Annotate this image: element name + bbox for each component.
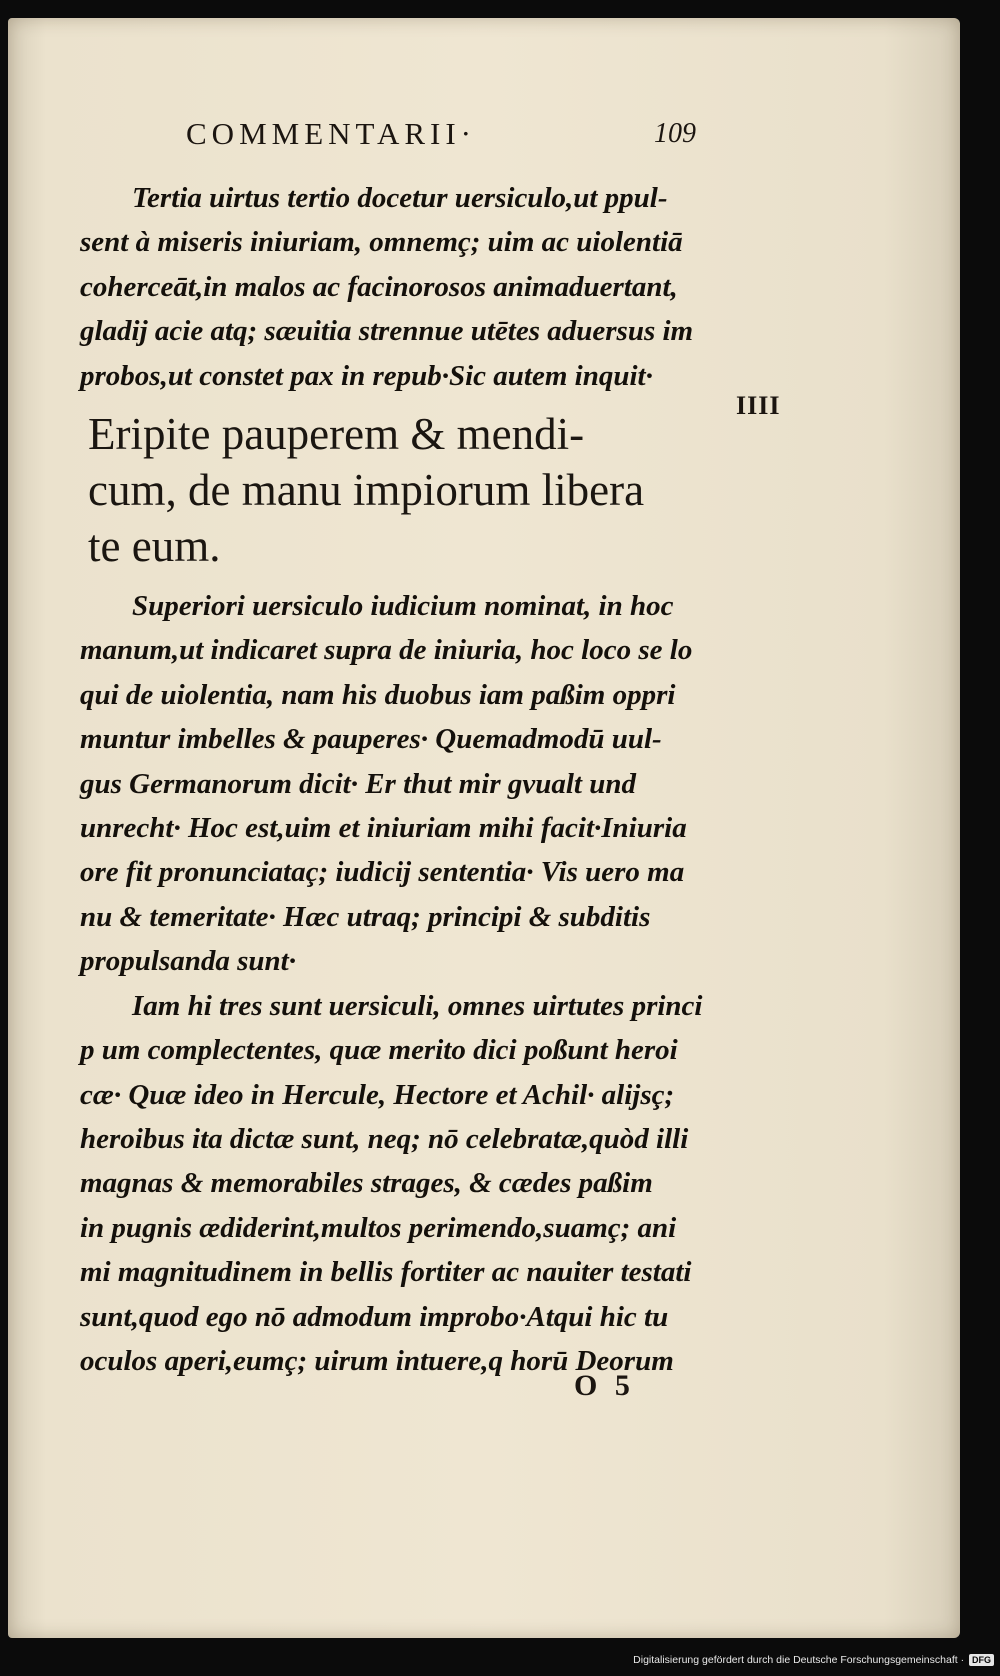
text-line: gus Germanorum dicit· Er thut mir gvualt und xyxy=(80,767,636,800)
text-line: cæ· Quæ ideo in Hercule, Hectore et Achil· alijsç; xyxy=(80,1078,675,1111)
text-line: mi magnitudinem in bellis fortiter ac nauiter testati xyxy=(80,1256,692,1289)
margin-number: IIII xyxy=(736,391,781,420)
page-header xyxy=(186,116,696,160)
text-line: Iam hi tres sunt uersiculi, omnes uirtutes princi xyxy=(132,989,703,1022)
text-line: sunt,quod ego nō admodum improbo·Atqui hic tu xyxy=(80,1300,669,1333)
folio-number: 109 xyxy=(654,118,696,149)
text-line: magnas & memorabiles strages, & cædes paßim xyxy=(80,1167,653,1200)
text-line: propulsanda sunt· xyxy=(80,945,296,978)
text-line: p um complectentes, quæ merito dici poßunt heroi xyxy=(80,1034,678,1067)
text-line: gladij acie atq; sæuitia strennue utētes aduersus im xyxy=(80,315,694,348)
text-line: manum,ut indicaret supra de iniuria, hoc loco se lo xyxy=(80,634,693,667)
verse-line: Eripite pauperem & mendi- xyxy=(88,409,585,460)
text-line: oculos aperi,eumç; uirum intuere,q horū Deorum xyxy=(80,1344,674,1377)
digitization-credit xyxy=(0,1654,994,1674)
text-line: nu & temeritate· Hæc utraq; principi & subditis xyxy=(80,900,651,933)
text-line: qui de uiolentia, nam his duobus iam paßim oppri xyxy=(80,678,676,711)
credit-text: Digitalisierung gefördert durch die Deutsche Forschungsgemeinschaft · xyxy=(633,1654,965,1666)
text-line: ore fit pronunciataç; iudicij sententia· Vis uero ma xyxy=(80,856,685,889)
text-line: Tertia uirtus tertio docetur uersiculo,ut ppul- xyxy=(132,182,668,214)
text-line: probos,ut constet pax in repub·Sic autem inquit· xyxy=(80,359,653,392)
text-line: coherceāt,in malos ac facinorosos animaduertant, xyxy=(80,270,678,303)
signature-mark: O 5 xyxy=(574,1369,630,1402)
running-head: COMMENTARII· xyxy=(186,116,477,151)
text-block xyxy=(80,176,740,1383)
dfg-logo-icon: DFG xyxy=(969,1654,994,1666)
paragraph-3 xyxy=(80,984,740,1384)
text-line: Superiori uersiculo iudicium nominat, in hoc xyxy=(132,590,674,623)
text-line: muntur imbelles & pauperes· Quemadmodū uul- xyxy=(80,723,662,756)
verse-block xyxy=(80,406,740,574)
text-line: sent à miseris iniuriam, omnemç; uim ac uiolentiā xyxy=(80,226,683,259)
text-line: heroibus ita dictæ sunt, neq; nō celebratæ,quòd illi xyxy=(80,1122,689,1155)
paragraph-2 xyxy=(80,584,740,984)
text-line: in pugnis ædiderint,multos perimendo,suamç; ani xyxy=(80,1211,677,1244)
verse-line: te eum. xyxy=(88,521,221,572)
book-page xyxy=(8,18,960,1638)
verse-line: cum, de manu impiorum libera xyxy=(88,465,645,516)
paragraph-1 xyxy=(80,176,740,398)
text-line: unrecht· Hoc est,uim et iniuriam mihi facit·Iniuria xyxy=(80,812,687,845)
